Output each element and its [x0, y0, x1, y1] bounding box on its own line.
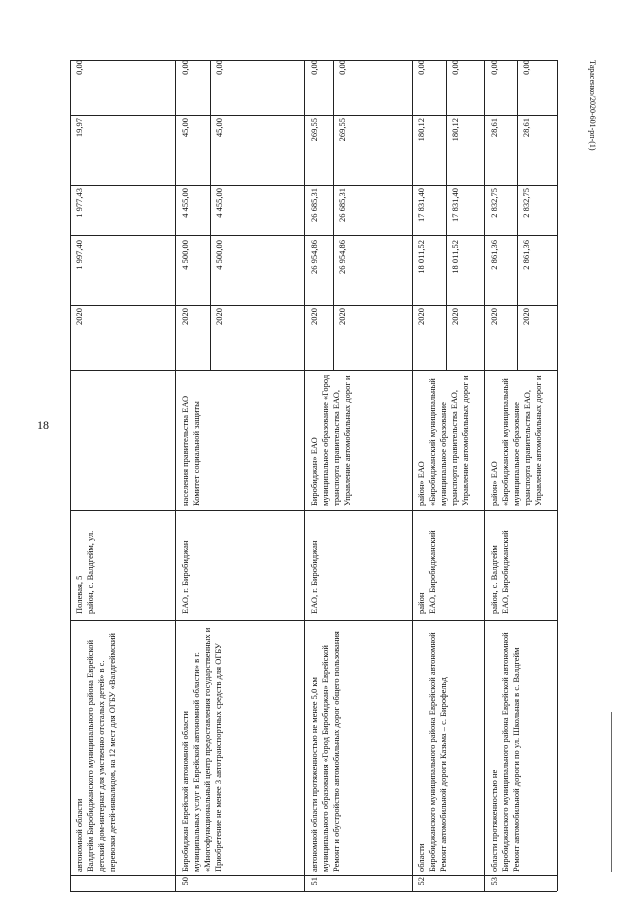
location-cell: ЕАО, Биробиджанский район — [416, 530, 437, 614]
total-cell: 4 500,00 — [180, 240, 190, 270]
other-cell: 0,00 — [416, 60, 426, 75]
sub-other-cell: 0,00 — [214, 60, 224, 75]
other-cell: 0,00 — [180, 60, 190, 75]
subrow-divider — [517, 60, 518, 370]
subrow-divider — [210, 60, 211, 370]
sub-year-cell: 2020 — [214, 308, 224, 325]
sub-federal-cell: 4 455,00 — [214, 188, 224, 218]
row-number: 51 — [309, 877, 319, 886]
column-divider — [70, 305, 557, 306]
column-divider — [70, 115, 557, 116]
column-divider — [70, 235, 557, 236]
location-cell: ЕАО, г. Биробиджан — [309, 540, 319, 614]
column-divider — [70, 620, 557, 621]
sub-other-cell: 0,00 — [521, 60, 531, 75]
other-cell: 0,00 — [74, 60, 84, 75]
sub-regional-cell: 180,12 — [450, 118, 460, 142]
sub-federal-cell: 2 832,75 — [521, 188, 531, 218]
column-divider — [70, 370, 557, 371]
row-number: 53 — [489, 877, 499, 886]
total-cell: 2 861,36 — [489, 240, 499, 270]
sub-year-cell: 2020 — [337, 308, 347, 325]
sub-total-cell: 26 954,86 — [337, 240, 347, 274]
customer-cell: Комитет социальной защиты населения правительства ЕАО — [180, 395, 201, 506]
year-cell: 2020 — [180, 308, 190, 325]
sub-federal-cell: 26 685,31 — [337, 188, 347, 222]
name-cell: Приобретение не менее 3 автотранспортных средств для ОГБУ «Многофункциональный центр предоставления государственных и муниципальных услуг в Еврейской автономной области» в г. Биробиджан Еврейской автономной области — [180, 627, 223, 872]
sub-total-cell: 2 861,36 — [521, 240, 531, 270]
federal-cell: 2 832,75 — [489, 188, 499, 218]
row-number: 50 — [180, 877, 190, 886]
location-cell: ЕАО, г. Биробиджан — [180, 540, 190, 614]
federal-cell: 17 831,40 — [416, 188, 426, 222]
customer-cell: Управление автомобильных дорог и транспорта правительства ЕАО, муниципальное образование «Биробиджанский муниципальный район» ЕАО — [489, 375, 543, 506]
page-number: 18 — [37, 418, 49, 432]
sub-total-cell: 4 500,00 — [214, 240, 224, 270]
subrow-divider — [333, 60, 334, 370]
sub-regional-cell: 269,55 — [337, 118, 347, 142]
sub-regional-cell: 45,00 — [214, 118, 224, 138]
regional-cell: 28,61 — [489, 118, 499, 138]
location-cell: ЕАО, Биробиджанский район, с. Валдгейм — [489, 530, 510, 614]
column-divider — [70, 185, 557, 186]
federal-cell: 4 455,00 — [180, 188, 190, 218]
name-cell: Ремонт автомобильной дороги по ул. Школьная в с. Валдгейм Биробиджанского муниципального района Еврейской автономной области протяженностью не — [489, 632, 521, 872]
total-cell: 1 997,40 — [74, 240, 84, 270]
table-border-bottom — [70, 891, 557, 892]
margin-rule — [611, 712, 612, 872]
name-cell: Ремонт и обустройство автомобильных дорог общего пользования муниципального образования «Город Биробиджан» Еврейской автономной области протяженностью не менее 5,0 км — [309, 631, 341, 872]
year-cell: 2020 — [74, 308, 84, 325]
sub-year-cell: 2020 — [450, 308, 460, 325]
location-cell: район, с. Валдгейм, ул. Полевая, 5 — [74, 530, 95, 614]
other-cell: 0,00 — [489, 60, 499, 75]
regional-cell: 269,55 — [309, 118, 319, 142]
column-divider — [70, 875, 557, 876]
row-number: 52 — [416, 877, 426, 886]
name-cell: перевозки детей-инвалидов, на 12 мест для ОГБУ «Валдгеймский детский дом-интернат для умственно отсталых детей» в с. Валдгейм Биробиджанского муниципального района Еврейской автономной области — [74, 633, 117, 872]
sub-total-cell: 18 011,52 — [450, 240, 460, 274]
regional-cell: 45,00 — [180, 118, 190, 138]
sub-federal-cell: 17 831,40 — [450, 188, 460, 222]
sub-year-cell: 2020 — [521, 308, 531, 325]
federal-cell: 1 977,43 — [74, 188, 84, 218]
sub-regional-cell: 28,61 — [521, 118, 531, 138]
subrow-divider — [446, 60, 447, 370]
regional-cell: 180,12 — [416, 118, 426, 142]
document-code: Тарасенко/2020-601-рп-(1) — [588, 60, 597, 151]
year-cell: 2020 — [309, 308, 319, 325]
column-divider — [70, 510, 557, 511]
federal-cell: 26 685,31 — [309, 188, 319, 222]
sub-other-cell: 0,00 — [450, 60, 460, 75]
total-cell: 26 954,86 — [309, 240, 319, 274]
year-cell: 2020 — [416, 308, 426, 325]
other-cell: 0,00 — [309, 60, 319, 75]
year-cell: 2020 — [489, 308, 499, 325]
total-cell: 18 011,52 — [416, 240, 426, 274]
customer-cell: Управление автомобильных дорог и транспорта правительства ЕАО, муниципальное образование «Биробиджанский муниципальный район» ЕАО — [416, 375, 470, 506]
sub-other-cell: 0,00 — [337, 60, 347, 75]
table-border-right — [557, 60, 558, 891]
regional-cell: 19,97 — [74, 118, 84, 138]
customer-cell: Управление автомобильных дорог и транспорта правительства ЕАО, муниципальное образование «Город Биробиджан» ЕАО — [309, 374, 352, 506]
name-cell: Ремонт автомобильной дороги Казьма – с. Бирофельд Биробиджанского муниципального района Еврейской автономной области — [416, 632, 448, 872]
